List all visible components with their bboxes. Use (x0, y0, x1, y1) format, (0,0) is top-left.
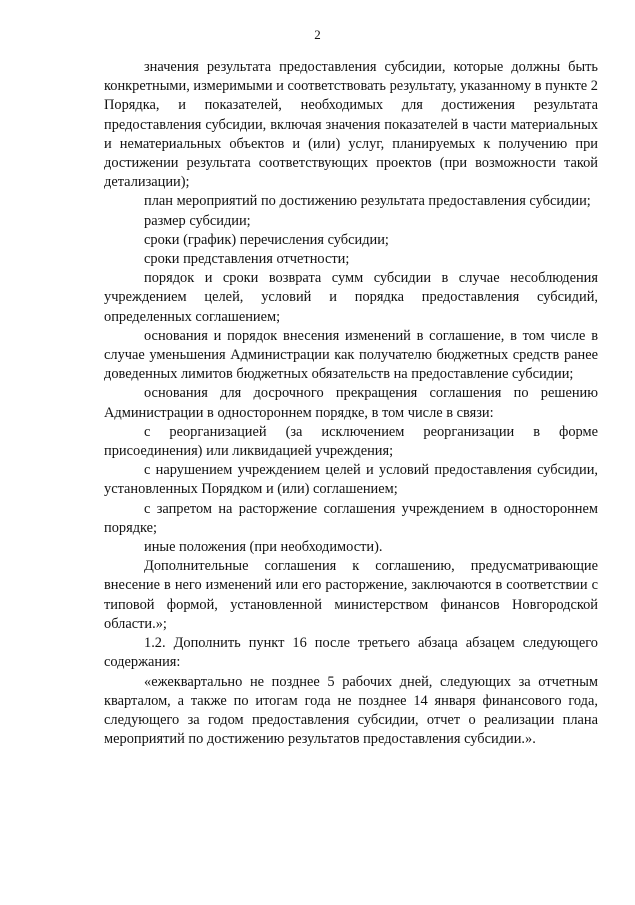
document-body (104, 58, 598, 749)
paragraph-quarterly-report: «ежеквартально не позднее 5 рабочих дней, следующих за отчетным кварталом, а также по итогам года не позднее 14 января финансового года, следующего за годом предоставления субсидии, отчет о реализации плана мероприятий по достижению результатов предоставления субсидии.». (104, 673, 598, 748)
paragraph-result-values: значения результата предоставления субсидии, которые должны быть конкретными, измеримыми и соответствовать результату, указанному в пункте 2 Порядка, и показателей, необходимых для достижения результата предоставления субсидии, включая значения показателей в части материальных и нематериальных объектов и (или) услуг, планируемых к получению при достижении результата соответствующих проектов (при возможности такой детализации); (104, 59, 598, 191)
paragraph-termination-grounds: основания для досрочного прекращения соглашения по решению Администрации в одностороннем порядке, в том числе в связи: (104, 385, 598, 421)
paragraph-action-plan: план мероприятий по достижению результата предоставления субсидии; (144, 193, 591, 210)
paragraph-amendment-grounds: основания и порядок внесения изменений в соглашение, в том числе в случае уменьшения Администрации как получателю бюджетных средств ранее доведенных лимитов бюджетных обязательств на предоставление субсидии; (104, 327, 598, 383)
paragraph-subsidy-amount: размер субсидии; (144, 212, 251, 229)
paragraph-termination-ban: с запретом на расторжение соглашения учреждением в одностороннем порядке; (104, 500, 598, 536)
paragraph-additional-agreements: Дополнительные соглашения к соглашению, предусматривающие внесение в него изменений или его расторжение, заключаются в соответствии с типовой формой, установленной министерством финансов Новгородской области.»; (104, 558, 598, 632)
paragraph-refund-procedure: порядок и сроки возврата сумм субсидии в случае несоблюдения учреждением целей, условий и порядка предоставления субсидий, определенных соглашением; (104, 270, 598, 325)
paragraph-reorganization: с реорганизацией (за исключением реорганизации в форме присоединения) или ликвидацией учреждения; (104, 423, 598, 460)
paragraph-reporting-deadlines: сроки представления отчетности; (144, 251, 350, 268)
paragraph-other-provisions: иные положения (при необходимости). (144, 539, 383, 556)
paragraph-amendment-1-2: 1.2. Дополнить пункт 16 после третьего абзаца абзацем следующего содержания: (104, 635, 598, 671)
paragraph-violation: с нарушением учреждением целей и условий предоставления субсидии, установленных Порядком и (или) соглашением; (104, 462, 598, 498)
page-number: 2 (314, 27, 321, 42)
paragraph-transfer-schedule: сроки (график) перечисления субсидии; (144, 231, 389, 248)
